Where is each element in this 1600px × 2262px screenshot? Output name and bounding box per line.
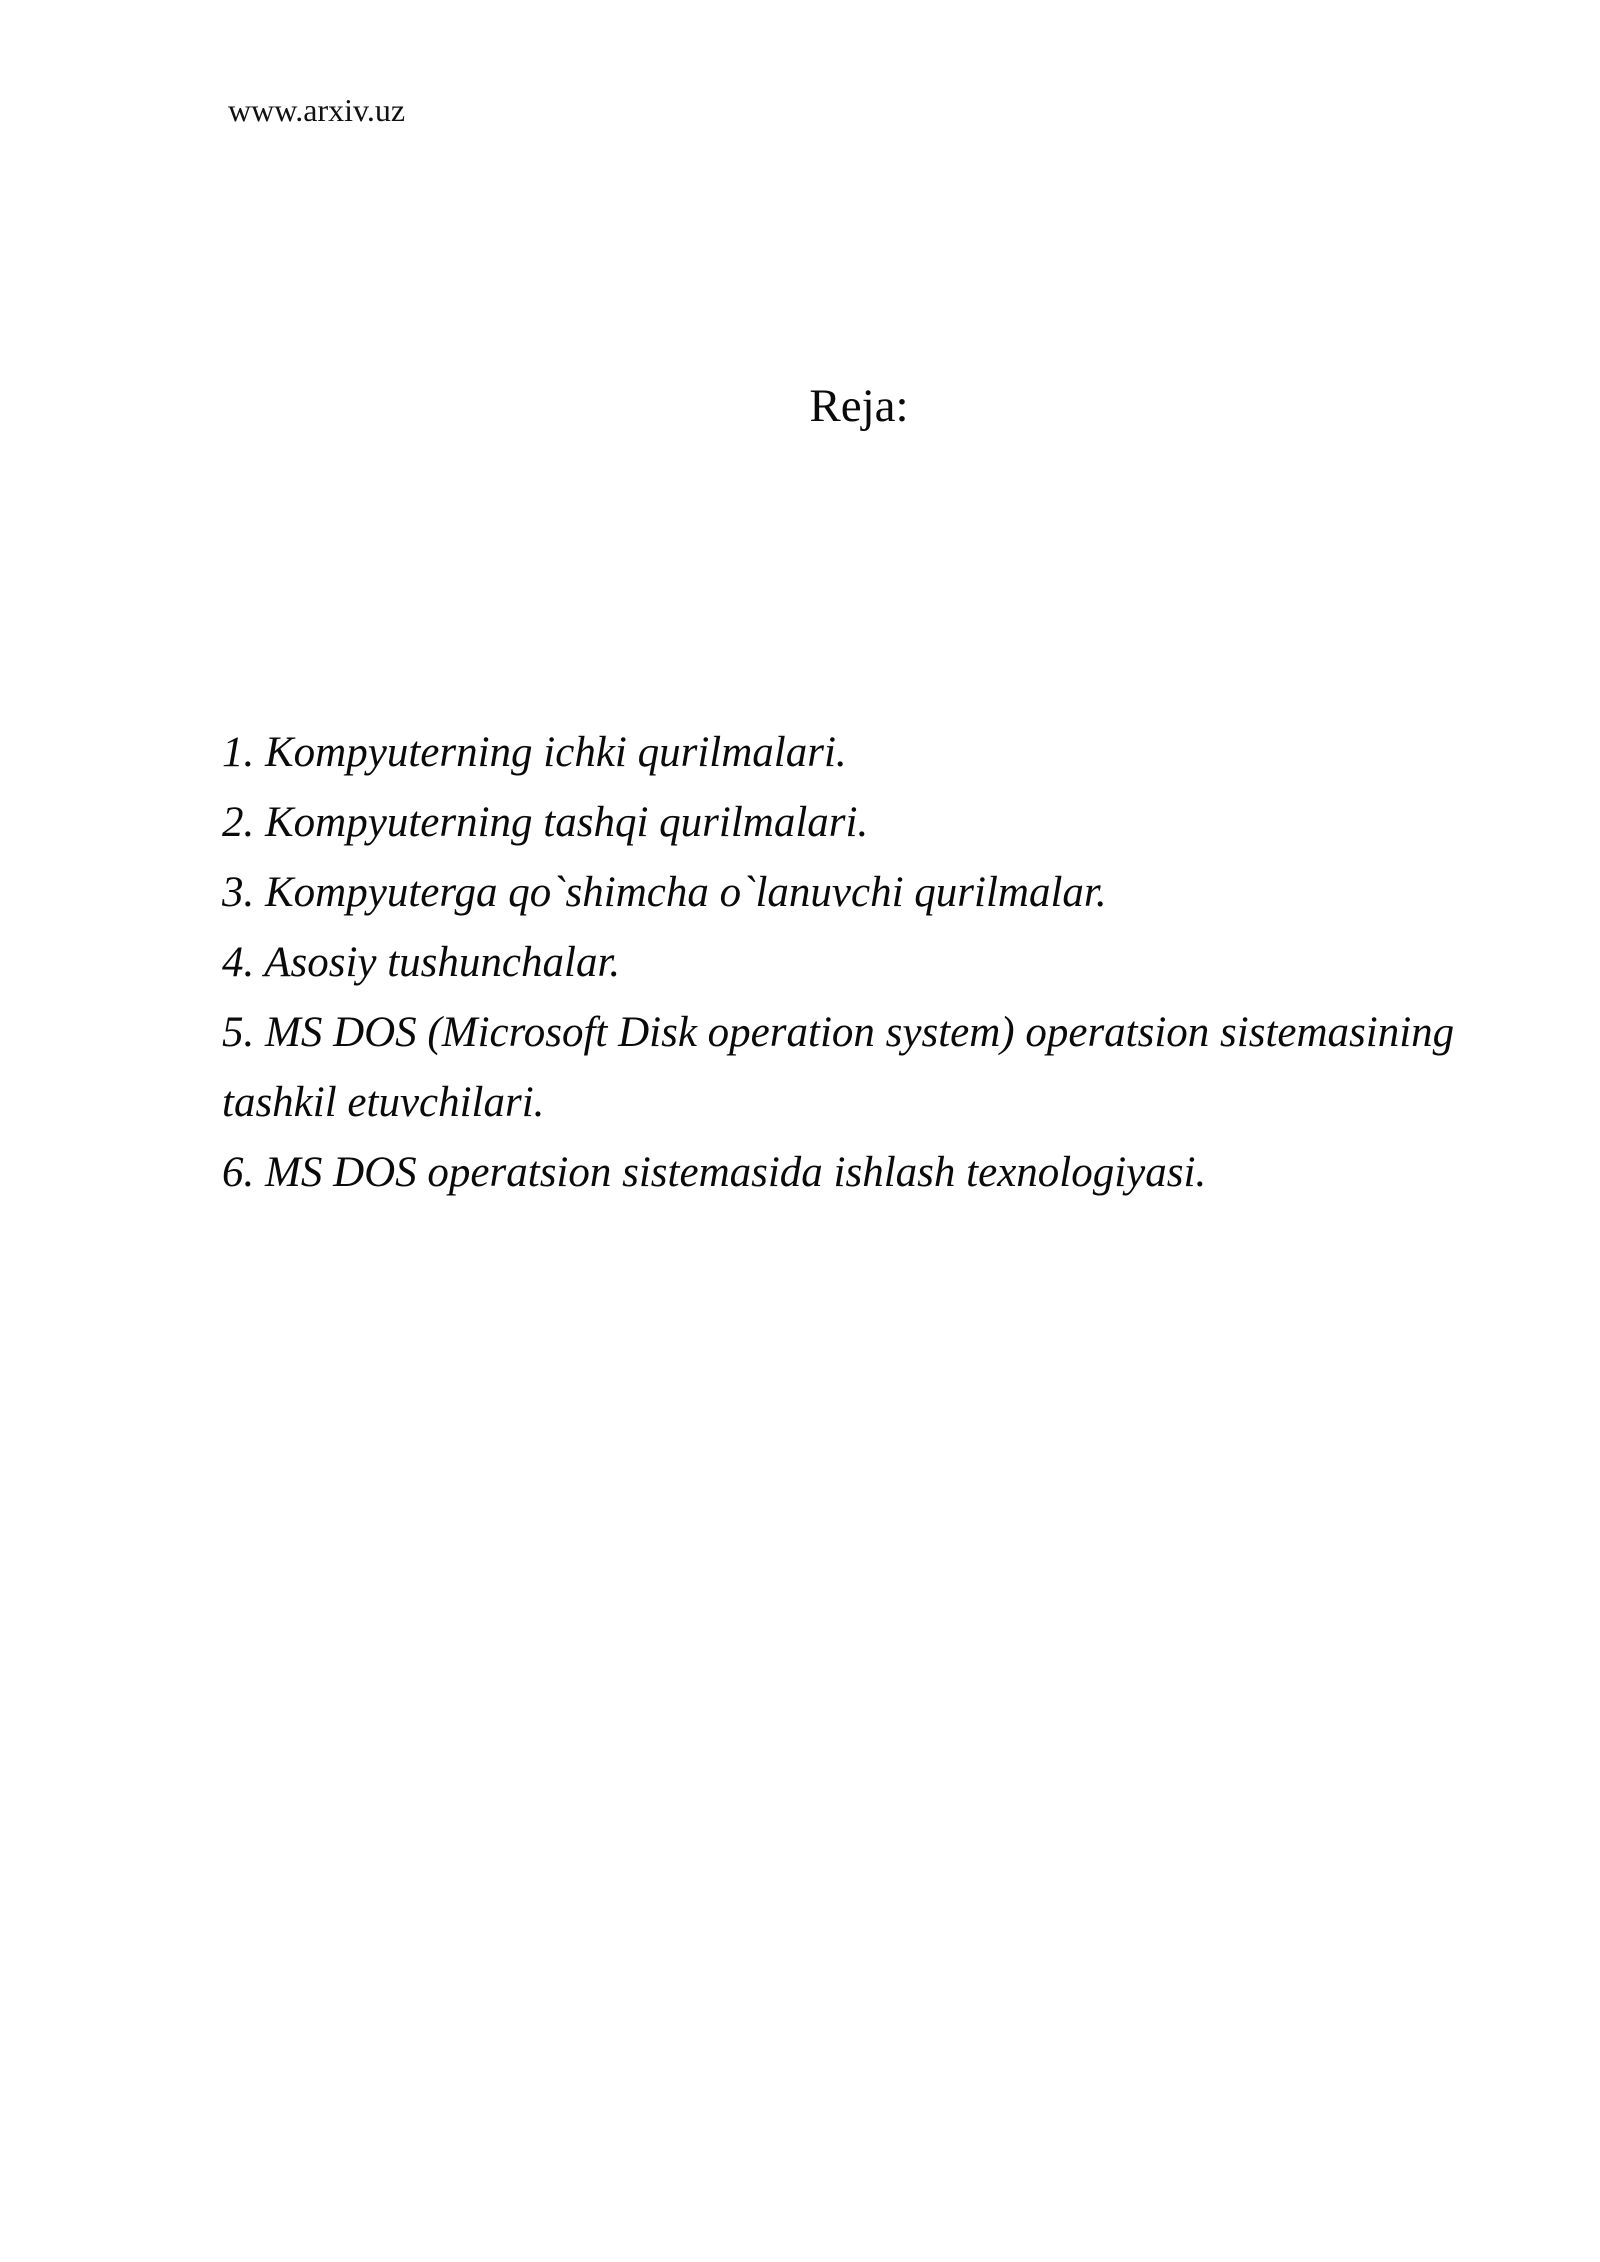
plan-item-5-line-2: tashkil etuvchilari. — [222, 1079, 545, 1126]
plan-item-4: 4. Asosiy tushunchalar. — [222, 939, 621, 986]
plan-item-6: 6. MS DOS operatsion sistemasida ishlash texnologiyasi. — [222, 1149, 1207, 1196]
page-title: Reja: — [809, 380, 909, 432]
plan-item-3: 3. Kompyuterga qo`shimcha o`lanuvchi qurilmalar. — [222, 869, 1107, 916]
plan-item-1: 1. Kompyuterning ichki qurilmalari. — [222, 729, 847, 776]
plan-item-2: 2. Kompyuterning tashqi qurilmalari. — [222, 799, 869, 846]
site-url-text: www.arxiv.uz — [228, 92, 406, 128]
plan-list — [222, 718, 1522, 1208]
plan-item-5-line-1: 5. MS DOS (Microsoft Disk operation system) operatsion sistemasining — [222, 1009, 1455, 1056]
